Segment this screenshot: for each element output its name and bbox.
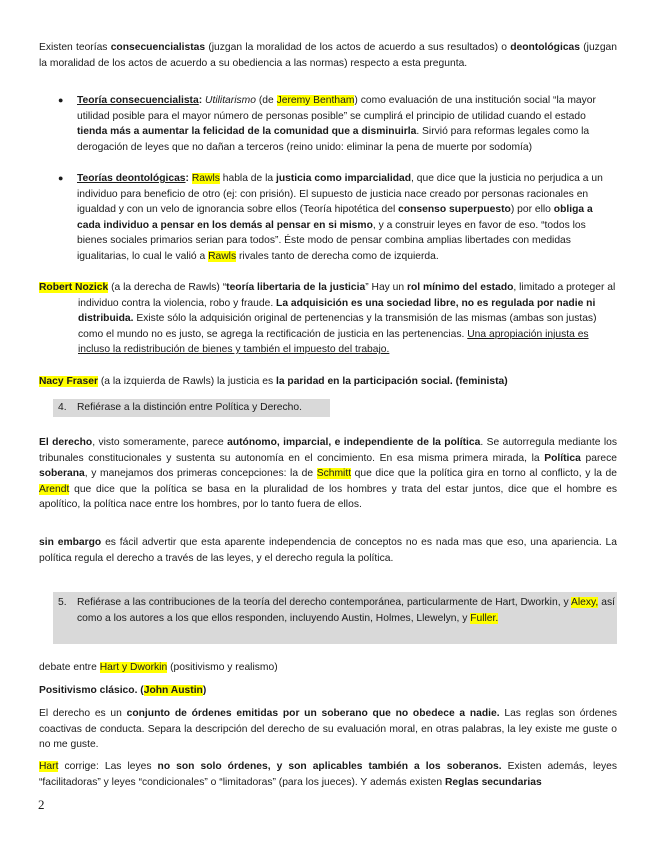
- sin-embargo-paragraph: sin embargo es fácil advertir que esta aparente independencia de conceptos no es nada mas que eso, una apariencia. La política regula el derecho a través de las leyes, y el derecho regula la política.: [39, 537, 617, 564]
- page-number: 2: [38, 797, 45, 812]
- bullet-consecuencialista: [58, 93, 617, 155]
- question-5-number: 5.: [58, 597, 67, 608]
- hart-paragraph: Hart corrige: Las leyes no son solo órdenes, y son aplicables también a los soberanos. Existen además, leyes “facilitadoras” y leyes “condicionales” o “limitadoras” (para los jueces). Y además existen Reglas secundarias: [39, 761, 618, 788]
- fraser-paragraph: Nacy Fraser (a la izquierda de Rawls) la justicia es la paridad en la participación social. (feminista): [39, 376, 508, 387]
- bullet-deontologicas: [58, 171, 617, 265]
- question-4-text: Refiérase a la distinción entre Política y Derecho.: [77, 402, 302, 413]
- austin-paragraph: El derecho es un conjunto de órdenes emitidas por un soberano que no obedece a nadie. Las reglas son órdenes coactivas de conducta. Separa la descripción del derecho de su evaluación moral, en otras palabras, la ley existe me guste o no me guste.: [39, 708, 618, 751]
- bullet-icon: ●: [58, 173, 64, 183]
- question-5-text: Refiérase a las contribuciones de la teoría del derecho contemporánea, particularmente de Hart, Dworkin, y Alexy, así como a los autores a los que ellos responden, incluyendo Austin, Holmes, Llewelyn, y Fuller.: [77, 597, 615, 624]
- nozick-paragraph: Robert Nozick (a la derecha de Rawls) “teoría libertaria de la justicia” Hay un rol mínimo del estado, limitado a proteger al individuo contra la violencia, robo y fraude. La adquisición es una sociedad libre, no es regulada por nadie ni distribuida. Existe sólo la adquisición original de pertenencias y la transmisión de las mismas (ambas son justas) como el mundo no es justo, se agrega la rectificación de justicia en las pertenencias. Una apropiación injusta es incluso la redistribución de bienes y también el impuesto del trabajo.: [39, 282, 616, 356]
- bullet-text: Teorías deontológicas: Rawls habla de la justicia como imparcialidad, que dice que la justicia no perjudica a un individuo para beneficio de otro (ej: con prisión). El supuesto de justicia nace creado por personas racionales en igualdad y con un velo de ignorancia sobre ellos (Teoría hipotética del consenso superpuesto) por ello obliga a cada individuo a pensar en los demás al pensar en si mismo, y a construir leyes en favor de eso. “todos los bienes sociales primarios serian para todos”. Éste modo de pensar combina amplias libertades con medidas igualitarias, lo cual le valió a Rawls rivales tanto de derecha como de izquierda.: [77, 173, 603, 262]
- bullet-icon: ●: [58, 95, 64, 105]
- derecho-paragraph: El derecho, visto someramente, parece autónomo, imparcial, e independiente de la política. Se autorregula mediante los tribunales constitucionales y sustenta su autonomía en el concimiento. En esa misma primera mirada, la Política parece soberana, y manejamos dos primeras concepciones: la de Schmitt que dice que la política gira en torno al conflicto, y la de Arendt que dice que la política se basa en la pluralidad de los hombres y trata del estar juntos, dice que el hombre es apolítico, la política nace entre los hombres, por lo tanto fuera de ellos.: [39, 437, 617, 511]
- debate-line: debate entre Hart y Dworkin (positivismo y realismo): [39, 662, 278, 673]
- bullet-text: Teoría consecuencialista: Utilitarismo (de Jeremy Bentham) como evaluación de una institución social “la mayor utilidad posible para el mayor número de personas posible” se cumplirá el principio de utilidad cuando el estado tienda más a aumentar la felicidad de la comunidad que a disminuirla. Sirvió para reformas legales como la derogación de leyes que no dañan a terceros (reino unido: eliminar la pena de muerte por sodomía): [77, 95, 596, 153]
- question-4-number: 4.: [58, 402, 67, 413]
- positivismo-heading: Positivismo clásico. (John Austin): [39, 685, 207, 696]
- intro-paragraph: Existen teorías consecuencialistas (juzgan la moralidad de los actos de acuerdo a sus resultados) o deontológicas (juzgan la moralidad de los actos de acuerdo a su obediencia a las normas) respecto a esta pregunta.: [39, 42, 618, 69]
